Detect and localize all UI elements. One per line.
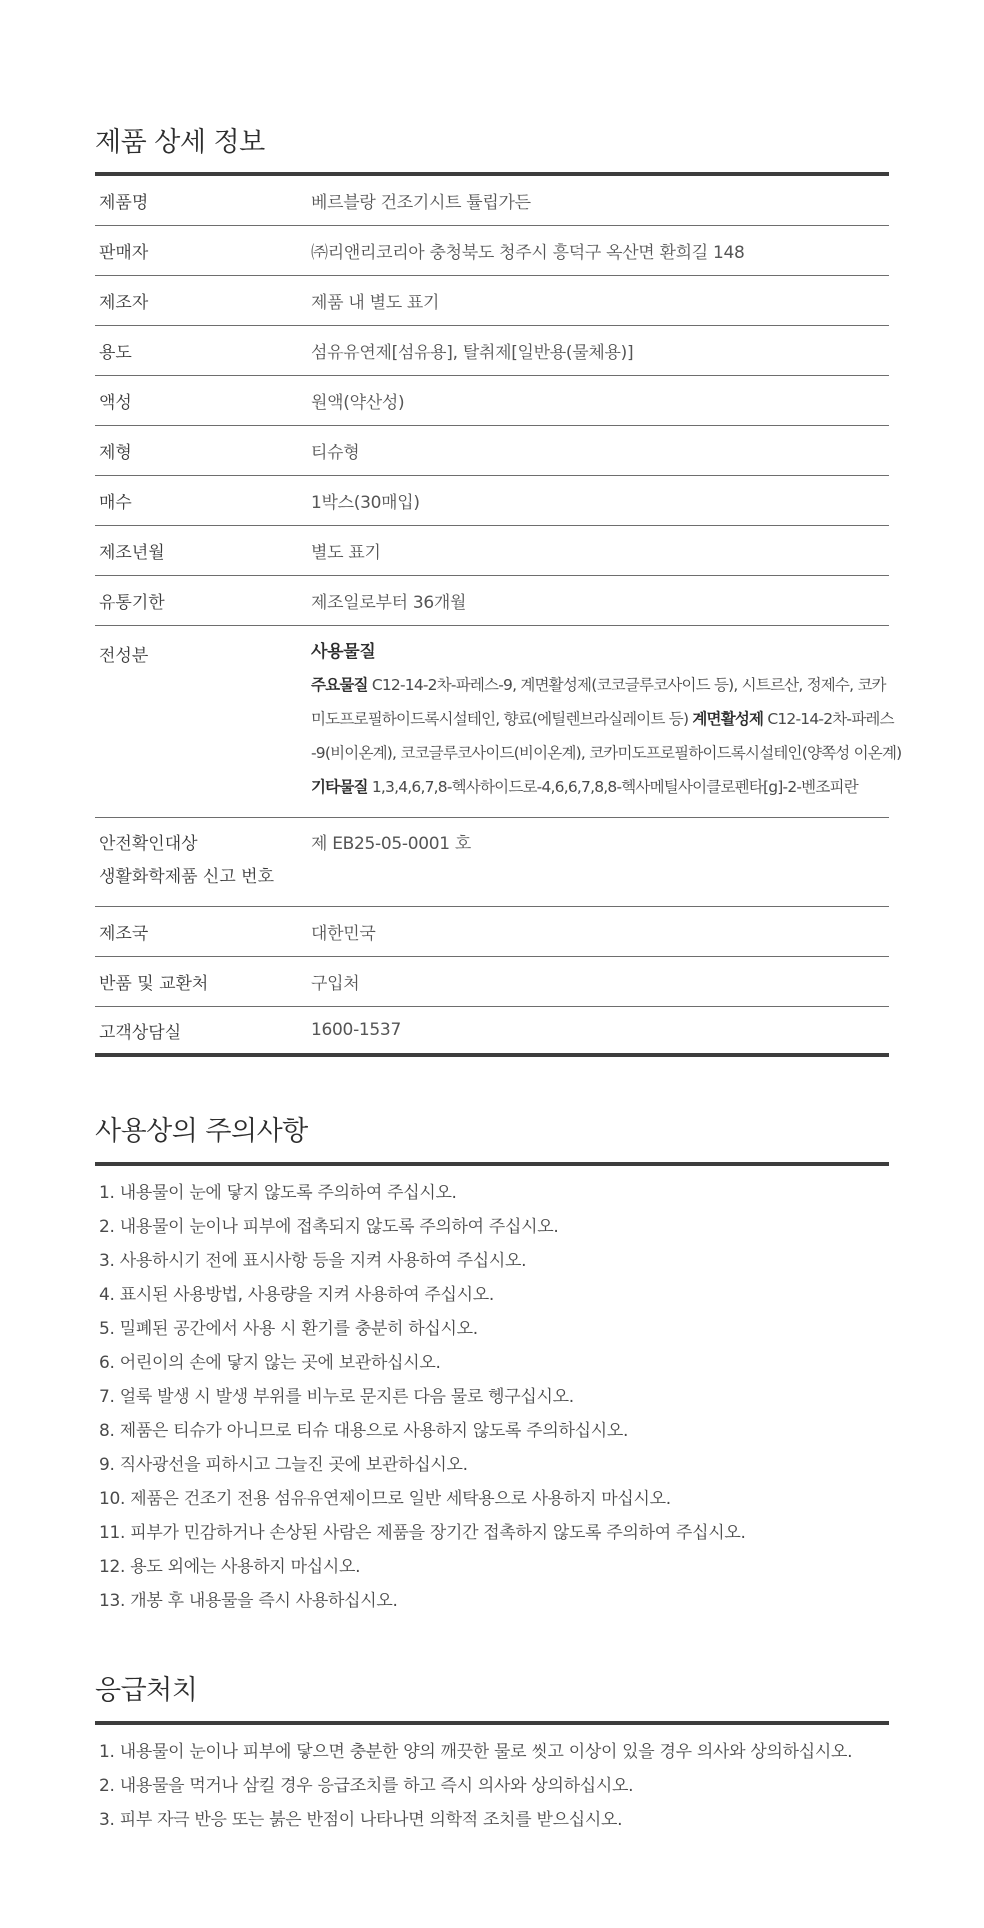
row-label: 제형 xyxy=(99,443,132,463)
product-info-table xyxy=(95,176,902,1057)
list-item: 11. 피부가 민감하거나 손상된 사람은 제품을 장기간 접촉하지 않도록 주의하여 주십시오. xyxy=(99,1523,746,1543)
table-row xyxy=(95,376,889,426)
list-item: 3. 피부 자극 반응 또는 붉은 반점이 나타나면 의학적 조치를 받으십시오. xyxy=(99,1810,623,1830)
ingredient-text: 미도프로필하이드록시설테인, 향료(에틸렌브라실레이트 등) xyxy=(311,710,693,728)
product-info-title: 제품 상세 정보 xyxy=(95,127,265,158)
table-row xyxy=(95,907,889,957)
list-item: 5. 밀폐된 공간에서 사용 시 환기를 충분히 하십시오. xyxy=(99,1319,478,1339)
row-value: 1600-1537 xyxy=(311,1020,401,1040)
row-value: 제조일로부터 36개월 xyxy=(311,593,467,613)
row-label: 매수 xyxy=(99,493,132,513)
ingredients-heading: 사용물질 xyxy=(311,642,376,662)
list-item: 12. 용도 외에는 사용하지 마십시오. xyxy=(99,1557,361,1577)
ingredient-category: 기타물질 xyxy=(311,778,368,796)
ingredient-text: -9(비이온계), 코코글루코사이드(비이온계), 코카미도프로필하이드록시설테인(양쪽성 이온계) xyxy=(311,744,902,762)
table-row xyxy=(95,276,889,326)
list-item: 9. 직사광선을 피하시고 그늘진 곳에 보관하십시오. xyxy=(99,1455,468,1475)
list-item: 6. 어린이의 손에 닿지 않는 곳에 보관하십시오. xyxy=(99,1353,441,1373)
ingredients-row xyxy=(95,626,902,818)
row-label: 제조자 xyxy=(99,293,149,313)
row-value: 섬유유연제[섬유용], 탈취제[일반용(물체용)] xyxy=(311,343,634,363)
list-item: 7. 얼룩 발생 시 발생 부위를 비누로 문지른 다음 물로 헹구십시오. xyxy=(99,1387,574,1407)
list-item: 13. 개봉 후 내용물을 즉시 사용하십시오. xyxy=(99,1591,398,1611)
row-label: 반품 및 교환처 xyxy=(99,974,209,994)
row-value: 티슈형 xyxy=(311,443,360,463)
table-row xyxy=(95,426,889,476)
cautions-section xyxy=(95,1057,889,1618)
first-aid-section xyxy=(95,1618,889,1837)
table-row xyxy=(95,176,889,226)
ingredient-line xyxy=(311,668,901,702)
row-label: 제조년월 xyxy=(99,543,165,563)
row-value: ㈜리앤리코리아 충청북도 청주시 흥덕구 옥산면 환희길 148 xyxy=(311,243,745,263)
list-item: 2. 내용물이 눈이나 피부에 접촉되지 않도록 주의하여 주십시오. xyxy=(99,1217,559,1237)
first-aid-title: 응급처치 xyxy=(95,1675,198,1706)
row-label: 고객상담실 xyxy=(99,1022,182,1043)
safety-label-line1: 안전확인대상 xyxy=(99,834,198,854)
row-value: 베르블랑 건조기시트 튤립가든 xyxy=(311,193,531,213)
list-item: 8. 제품은 티슈가 아니므로 티슈 대용으로 사용하지 않도록 주의하십시오. xyxy=(99,1421,629,1441)
ingredient-line xyxy=(311,702,901,736)
cautions-list xyxy=(95,1166,889,1618)
ingredient-line xyxy=(311,770,901,804)
list-item: 1. 내용물이 눈이나 피부에 닿으면 충분한 양의 깨끗한 물로 씻고 이상이 있을 경우 의사와 상의하십시오. xyxy=(99,1742,853,1762)
row-value: 구입처 xyxy=(311,974,360,994)
row-label: 제조국 xyxy=(99,924,149,944)
first-aid-list xyxy=(95,1725,889,1837)
table-row xyxy=(95,476,889,526)
table-row xyxy=(95,957,889,1007)
row-value: 제품 내 별도 표기 xyxy=(311,293,440,313)
ingredient-category: 주요물질 xyxy=(311,676,368,694)
ingredients-lines xyxy=(311,668,901,804)
list-item: 4. 표시된 사용방법, 사용량을 지켜 사용하여 주십시오. xyxy=(99,1285,495,1305)
table-row xyxy=(95,226,889,276)
row-label xyxy=(95,828,311,894)
table-row xyxy=(95,576,889,626)
row-label: 전성분 xyxy=(99,646,149,666)
table-row xyxy=(95,526,889,576)
table-row xyxy=(95,1007,889,1057)
list-item: 2. 내용물을 먹거나 삼킬 경우 응급조치를 하고 즉시 의사와 상의하십시오. xyxy=(99,1776,634,1796)
row-value: 1박스(30매입) xyxy=(311,493,420,513)
safety-row xyxy=(95,818,889,907)
row-value: 원액(약산성) xyxy=(311,393,405,413)
list-item: 3. 사용하시기 전에 표시사항 등을 지켜 사용하여 주십시오. xyxy=(99,1251,527,1271)
product-info-section xyxy=(95,0,902,1057)
ingredient-text: C12-14-2차-파레스-9, 계면활성제(코코글루코사이드 등), 시트르산, 정제수, 코카 xyxy=(367,676,886,694)
row-label: 제품명 xyxy=(99,193,149,213)
ingredient-text: 1,3,4,6,7,8-헥사하이드로-4,6,6,7,8,8-헥사메틸사이클로펜타[g]-2-벤조피란 xyxy=(367,778,858,796)
table-row xyxy=(95,326,889,376)
ingredient-line xyxy=(311,736,901,770)
safety-value: 제 EB25-05-0001 호 xyxy=(311,834,472,854)
list-item: 1. 내용물이 눈에 닿지 않도록 주의하여 주십시오. xyxy=(99,1183,457,1203)
row-value: 대한민국 xyxy=(311,924,376,944)
list-item: 10. 제품은 건조기 전용 섬유유연제이므로 일반 세탁용으로 사용하지 마십시오. xyxy=(99,1489,671,1509)
cautions-title: 사용상의 주의사항 xyxy=(95,1116,308,1147)
row-value: 별도 표기 xyxy=(311,543,381,563)
ingredient-text: C12-14-2차-파레스 xyxy=(763,710,894,728)
safety-label-line2: 생활화학제품 신고 번호 xyxy=(99,867,275,887)
row-label: 유통기한 xyxy=(99,593,165,613)
row-label: 액성 xyxy=(99,393,132,413)
row-label: 판매자 xyxy=(99,243,149,263)
row-label: 용도 xyxy=(99,343,132,363)
ingredients-value xyxy=(311,636,901,804)
ingredient-category: 계면활성제 xyxy=(692,710,764,728)
